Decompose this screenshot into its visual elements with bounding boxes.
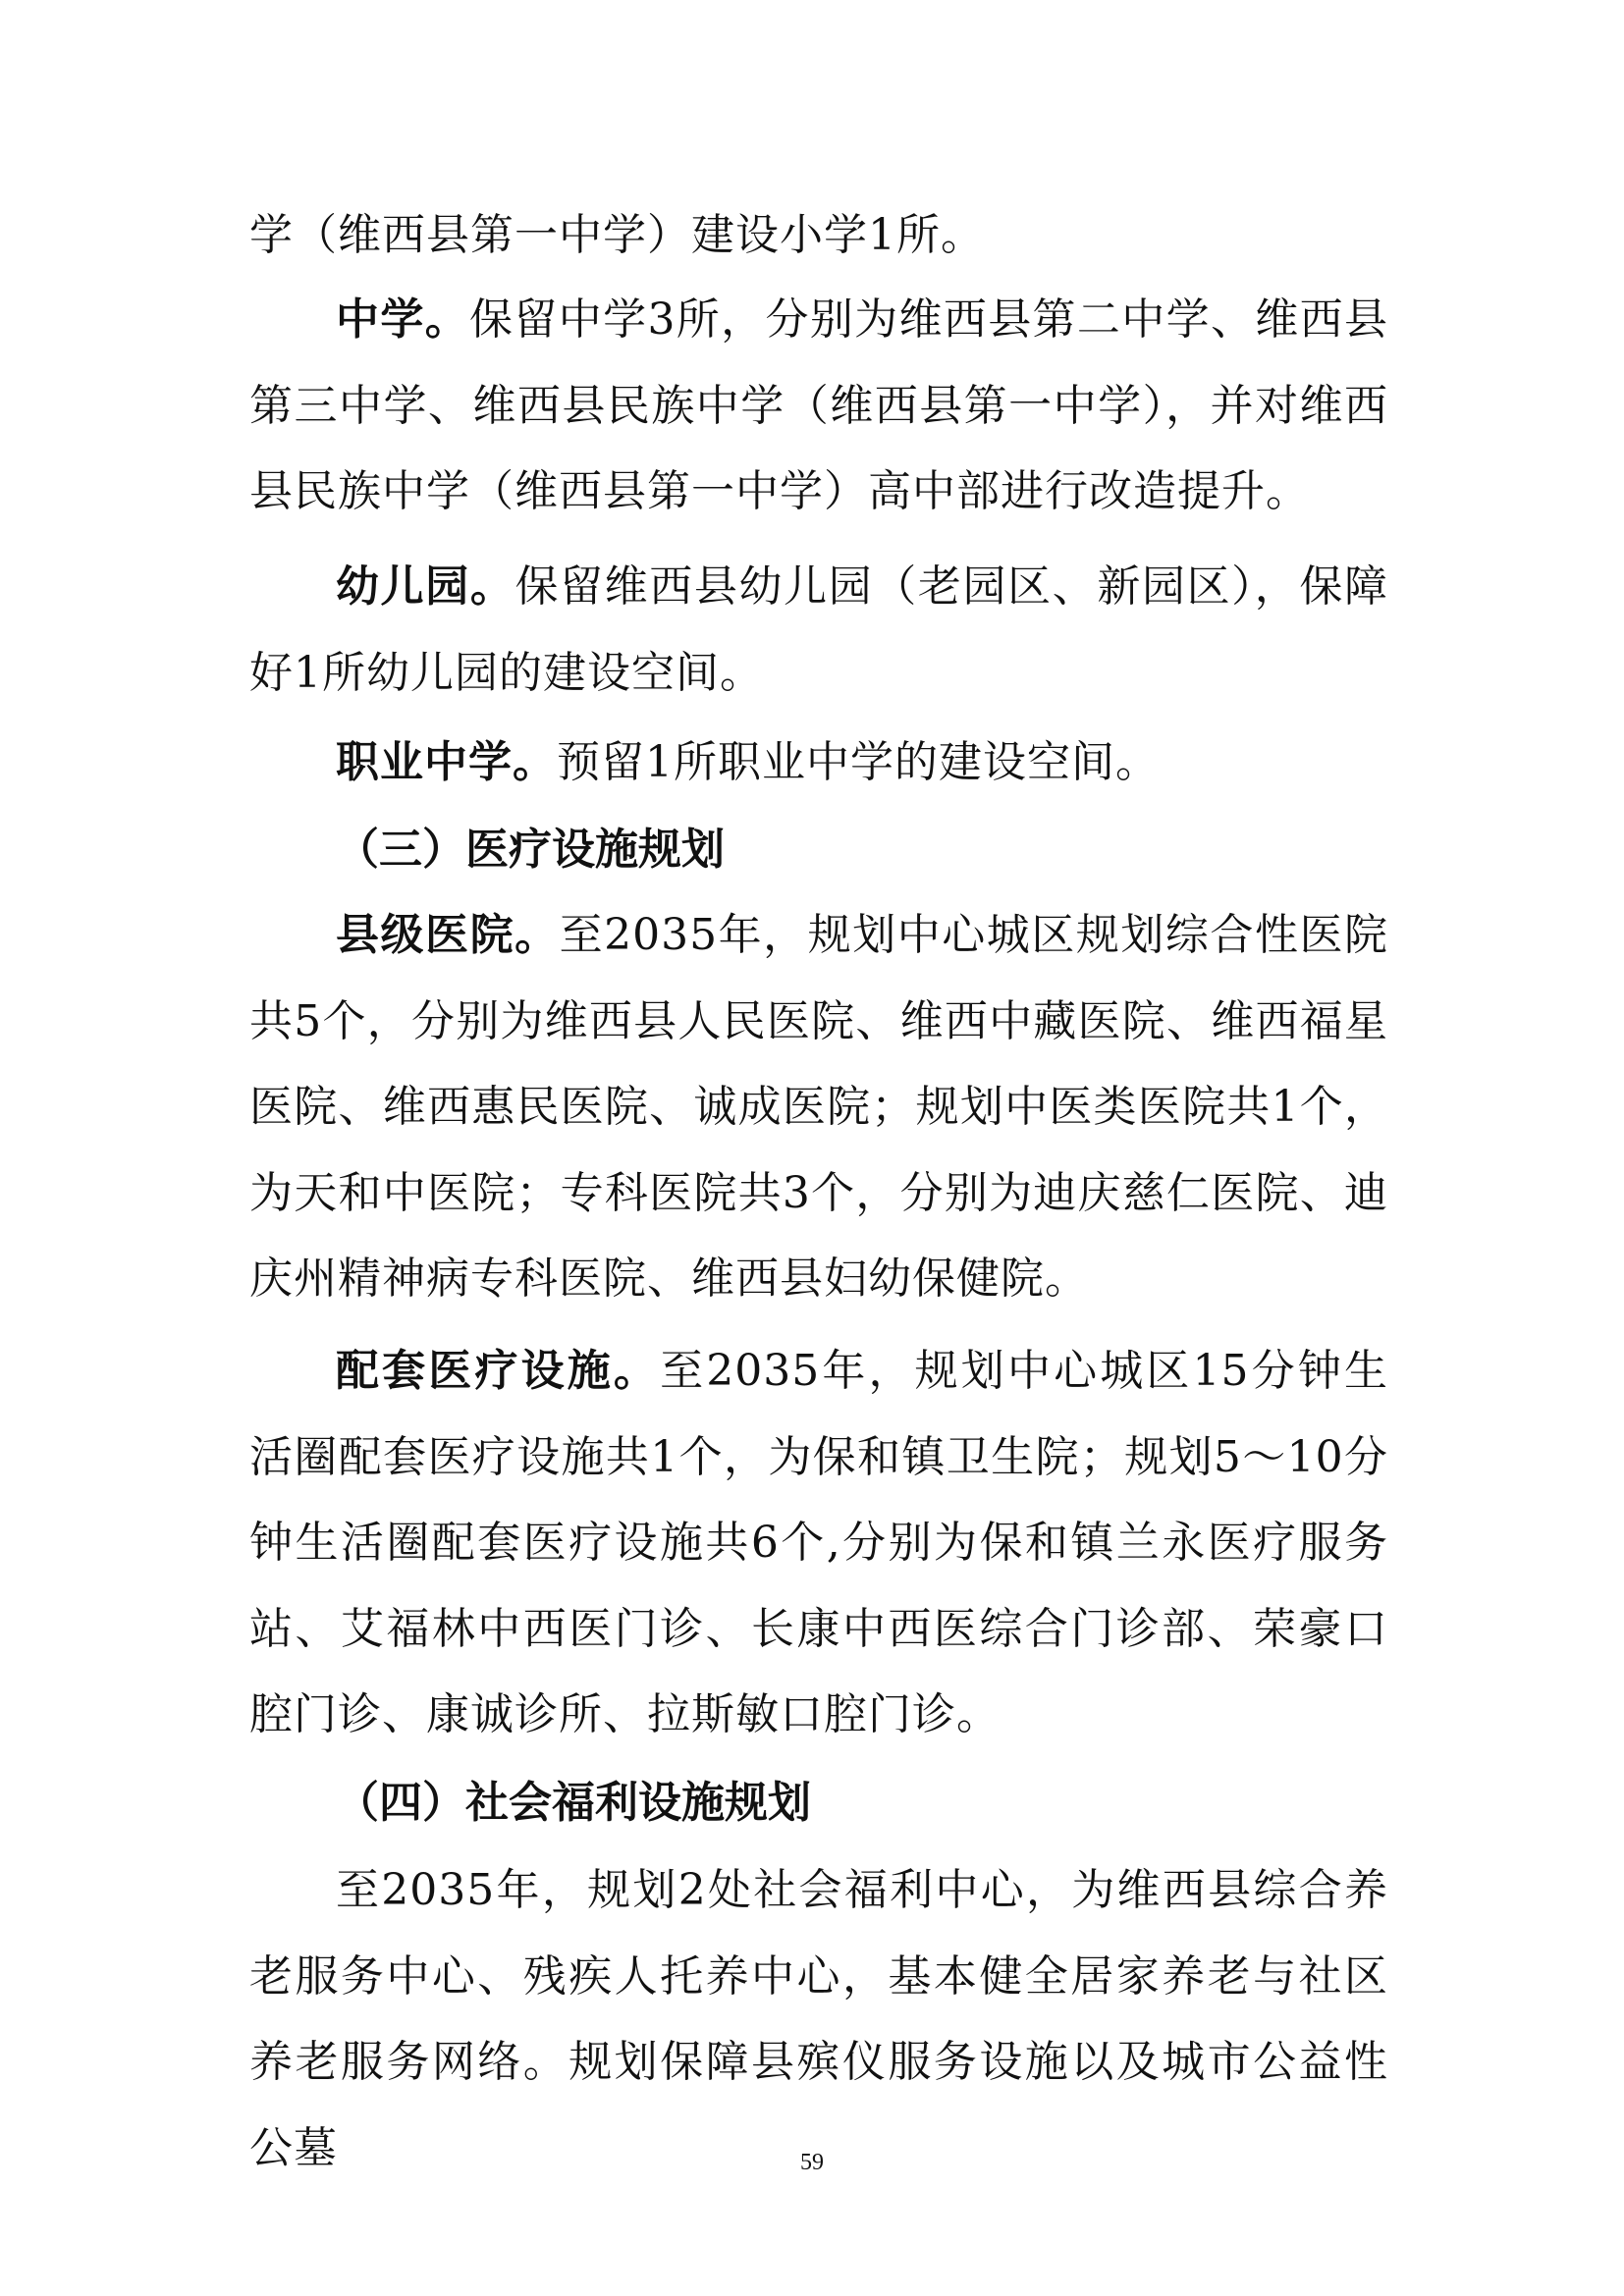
paragraph-vocational-school bbox=[249, 720, 1388, 806]
body-vocational-school: 预留1所职业中学的建设空间。 bbox=[557, 737, 1160, 787]
paragraph-primary-school-continued: 学（维西县第一中学）建设小学1所。 bbox=[249, 210, 985, 260]
heading-medical-facilities: （三）医疗设施规划 bbox=[336, 825, 725, 875]
lead-vocational-school: 职业中学。 bbox=[336, 737, 557, 787]
lead-kindergarten: 幼儿园。 bbox=[336, 561, 515, 612]
body-middle-school: 保留中学3所，分别为维西县第二中学、维西县第三中学、维西县民族中学（维西县第一中学），并对维西县民族中学（维西县第一中学）高中部进行改造提升。 bbox=[249, 294, 1388, 517]
paragraph-social-welfare: 至2035年，规划2处社会福利中心，为维西县综合养老服务中心、残疾人托养中心，基本健全居家养老与社区养老服务网络。规划保障县殡仪服务设施以及城市公益性公墓 bbox=[249, 1865, 1388, 2173]
paragraph-supporting-medical bbox=[249, 1328, 1388, 1758]
body-supporting-medical: 至2035年，规划中心城区15分钟生活圈配套医疗设施共1个，为保和镇卫生院；规划5～10分钟生活圈配套医疗设施共6个,分别为保和镇兰永医疗服务站、艾福林中西医门诊、长康中西医综合门诊部、荣豪口腔门诊、康诚诊所、拉斯敏口腔门诊。 bbox=[249, 1346, 1388, 1740]
lead-county-hospitals: 县级医院。 bbox=[336, 910, 560, 960]
paragraph-county-hospitals bbox=[249, 892, 1388, 1322]
body-kindergarten: 保留维西县幼儿园（老园区、新园区），保障好1所幼儿园的建设空间。 bbox=[249, 561, 1389, 698]
paragraph-kindergarten bbox=[249, 544, 1388, 716]
page-number: 59 bbox=[800, 2150, 824, 2175]
lead-supporting-medical: 配套医疗设施。 bbox=[336, 1346, 661, 1396]
lead-middle-school: 中学。 bbox=[336, 294, 470, 345]
paragraph-middle-school bbox=[249, 277, 1388, 535]
heading-social-welfare: （四）社会福利设施规划 bbox=[336, 1778, 811, 1828]
body-county-hospitals: 至2035年，规划中心城区规划综合性医院共5个，分别为维西县人民医院、维西中藏医院、维西福星医院、维西惠民医院、诚成医院；规划中医类医院共1个，为天和中医院；专科医院共3个，分别为迪庆慈仁医院、迪庆州精神病专科医院、维西县妇幼保健院。 bbox=[249, 910, 1388, 1305]
